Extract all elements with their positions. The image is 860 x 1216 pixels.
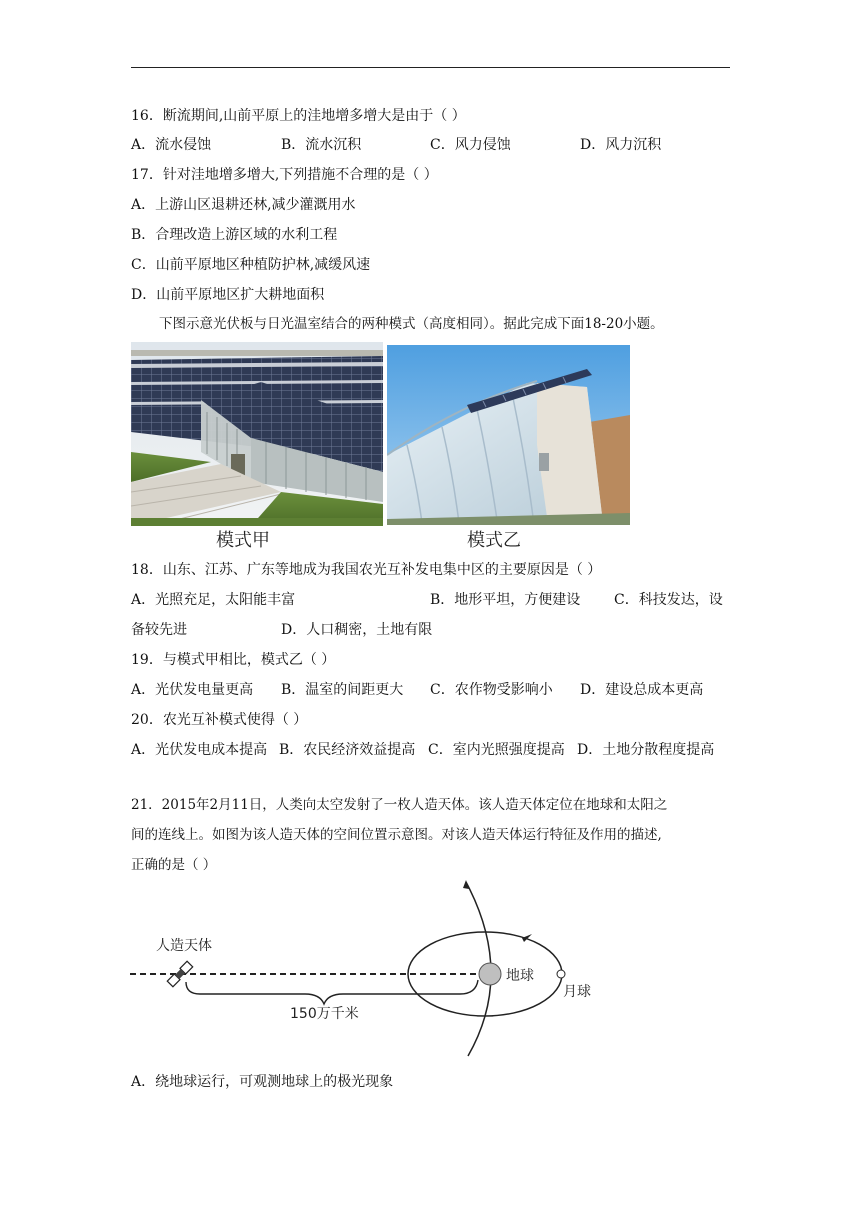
q17-option-b: B．合理改造上游区域的水利工程 [131,227,338,243]
q18-option-a: A．光照充足，太阳能丰富 [131,592,296,608]
q16-option-b: B．流水沉积 [281,137,362,153]
q18-option-c-cont: 备较先进 [131,622,187,638]
q16-option-c: C．风力侵蚀 [430,137,511,153]
earth-icon [479,963,501,985]
q16-option-d: D．风力沉积 [580,137,662,153]
q18-option-b: B．地形平坦，方便建设 [430,592,581,608]
q20-option-c: C．室内光照强度提高 [428,742,565,758]
q16-stem: 16．断流期间,山前平原上的洼地增多增大是由于（ ） [131,108,466,124]
q20-option-d: D．土地分散程度提高 [577,742,715,758]
q21-stem-line-1: 21．2015年2月11日，人类向太空发射了一枚人造天体。该人造天体定位在地球和太阳之 [131,797,668,813]
distance-label: 150万千米 [290,1006,359,1022]
satellite-label: 人造天体 [156,938,212,954]
photo-mode-yi [387,345,630,525]
distance-bracket [186,980,478,1004]
q16-option-a: A．流水侵蚀 [131,137,212,153]
q20-stem: 20．农光互补模式使得（ ） [131,712,308,728]
q18-option-c: C．科技发达，设 [614,592,723,608]
caption-mode-jia: 模式甲 [216,530,270,551]
q19-option-d: D．建设总成本更高 [580,682,704,698]
q17-stem: 17．针对洼地增多增大,下列措施不合理的是（ ） [131,167,438,183]
q20-option-b: B．农民经济效益提高 [279,742,416,758]
q19-option-a: A．光伏发电量更高 [131,682,254,698]
q18-stem: 18．山东、江苏、广东等地成为我国农光互补发电集中区的主要原因是（ ） [131,562,602,578]
earth-label: 地球 [506,968,534,984]
q19-stem: 19．与模式甲相比，模式乙（ ） [131,652,336,668]
q20-option-a: A．光伏发电成本提高 [131,742,268,758]
q17-option-a: A．上游山区退耕还林,减少灌溉用水 [131,197,356,213]
q21-stem-line-2: 间的连线上。如图为该人造天体的空间位置示意图。对该人造天体运行特征及作用的描述, [131,827,662,843]
moon-label: 月球 [563,984,591,1000]
satellite-position-diagram [130,876,600,1062]
photo-mode-jia [131,342,383,526]
caption-mode-yi: 模式乙 [467,530,521,551]
q21-option-a: A．绕地球运行，可观测地球上的极光现象 [131,1074,394,1090]
intro-18-20: 下图示意光伏板与日光温室结合的两种模式（高度相同）。据此完成下面18-20小题。 [159,316,664,332]
q21-stem-line-3: 正确的是（ ） [131,857,217,873]
q17-option-d: D．山前平原地区扩大耕地面积 [131,287,325,303]
q17-option-c: C．山前平原地区种植防护林,减缓风速 [131,257,371,273]
q19-option-b: B．温室的间距更大 [281,682,404,698]
q19-option-c: C．农作物受影响小 [430,682,553,698]
q18-option-d: D．人口稠密，土地有限 [281,622,433,638]
moon-icon [557,970,565,978]
header-rule [131,67,730,68]
